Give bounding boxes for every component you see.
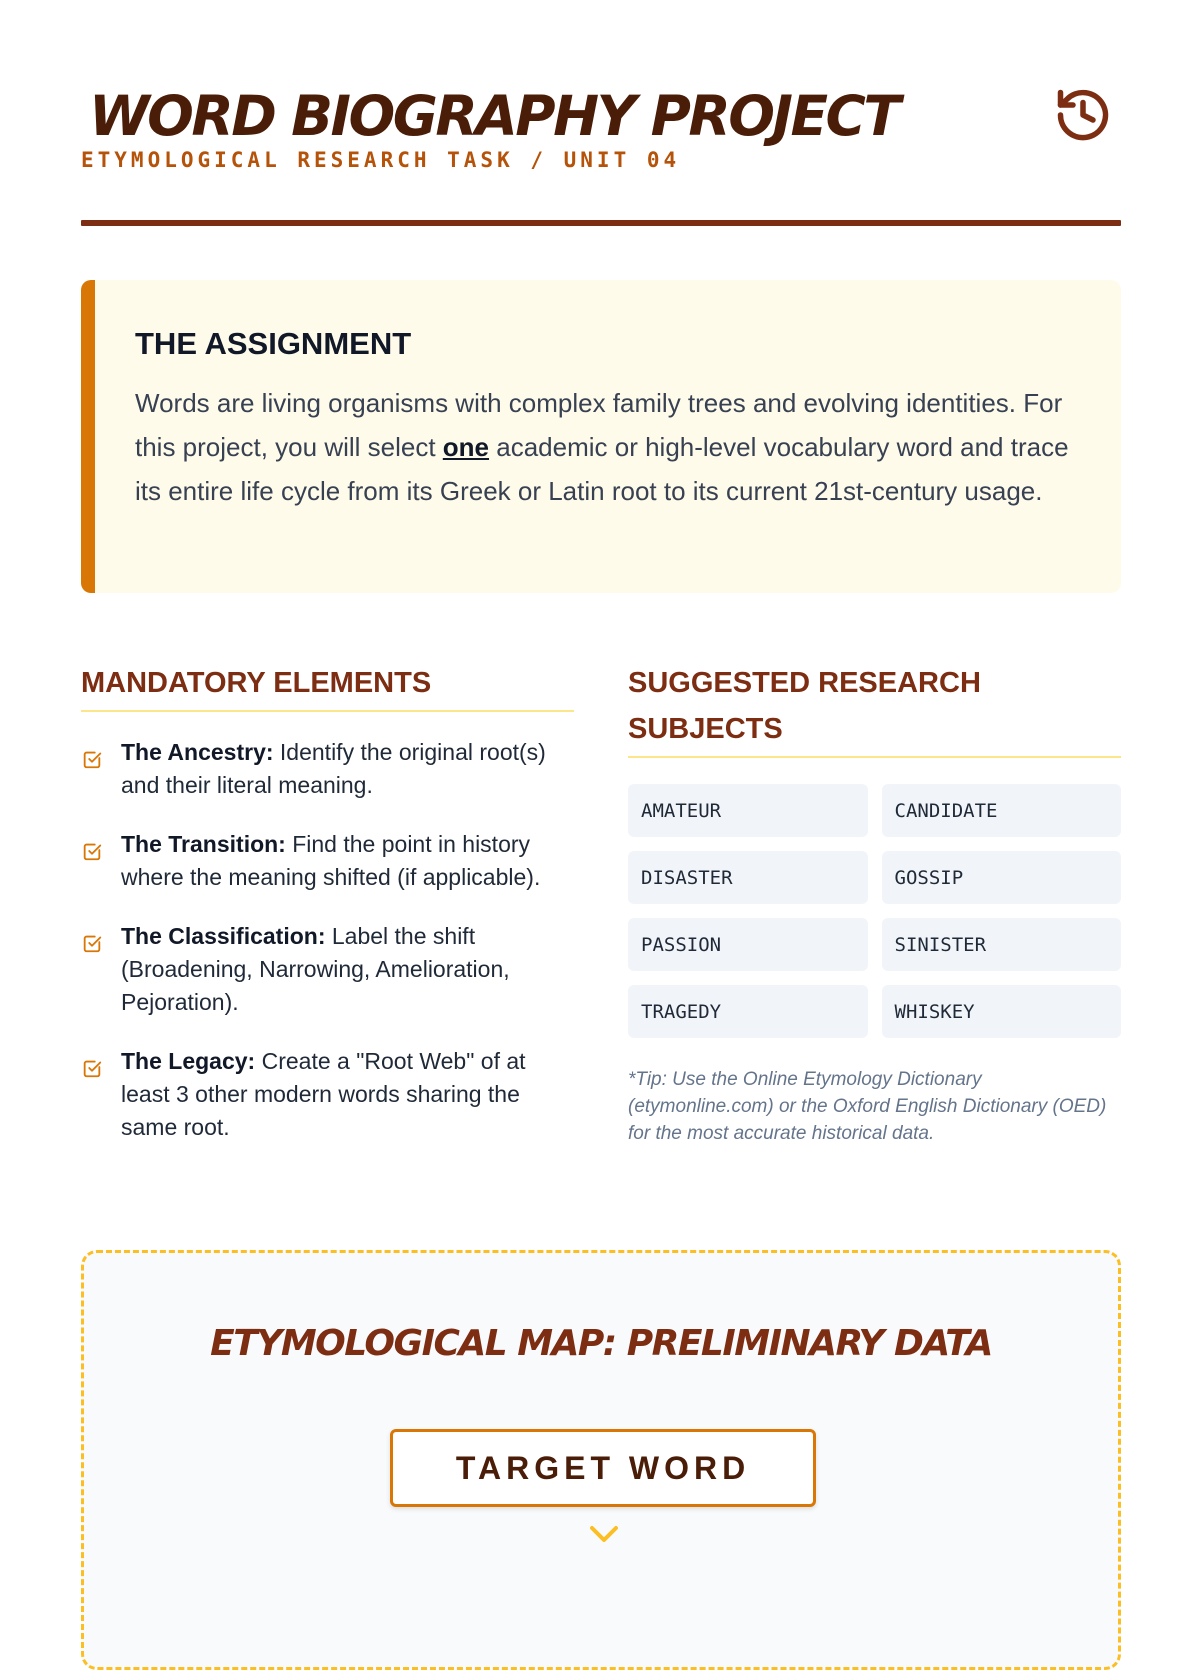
research-tip: *Tip: Use the Online Etymology Dictionary (etymonline.com) or the Oxford English Dictionary (OED) for the most accurate historical data. [628,1069,1107,1144]
word-chip-candidate[interactable]: CANDIDATE [882,784,1122,837]
checkbox-checked-icon [81,748,103,770]
mandatory-item [81,920,574,1019]
mandatory-item-desc: Label the shift (Broadening, Narrowing, Amelioration, Pejoration). [121,923,510,1015]
word-chip-tragedy[interactable]: TRAGEDY [628,985,868,1038]
assignment-text-end: academic or high-level vocabulary word and trace its entire life cycle from its Greek or Latin root to its current 21st-century usage. [135,432,1069,506]
assignment-text-start: Words are living organisms with complex family trees and evolving identities. For this project, you will select [135,388,1063,462]
checkbox-checked-icon [81,1057,103,1079]
suggested-heading: SUGGESTED RESEARCH SUBJECTS [628,660,1121,758]
word-grid [628,784,1121,1038]
mandatory-item [81,828,574,894]
history-button[interactable] [1052,84,1114,146]
mandatory-list [81,736,574,1144]
map-title: ETYMOLOGICAL MAP: PRELIMINARY DATA [210,1323,992,1364]
mandatory-item-text [121,828,574,894]
chevron-down-icon [587,1523,621,1545]
mandatory-item-text [121,920,574,1019]
mandatory-item [81,736,574,802]
mandatory-heading: MANDATORY ELEMENTS [81,660,574,712]
assignment-heading: THE ASSIGNMENT [135,326,412,361]
mandatory-item-text [121,736,574,802]
assignment-emphasis: one [442,432,490,462]
page-subtitle: ETYMOLOGICAL RESEARCH TASK / UNIT 04 [81,148,681,172]
assignment-text [135,381,1071,513]
mandatory-item [81,1045,574,1144]
word-chip-passion[interactable]: PASSION [628,918,868,971]
checkbox-checked-icon [81,840,103,862]
etymological-map-panel [81,1250,1121,1670]
assignment-panel [81,280,1121,593]
word-chip-gossip[interactable]: GOSSIP [882,851,1122,904]
mandatory-elements-section [81,660,574,1170]
mandatory-item-desc: Create a "Root Web" of at least 3 other modern words sharing the same root. [121,1048,526,1140]
mandatory-item-label: The Legacy: [121,1048,256,1074]
suggested-subjects-section [628,660,1121,1147]
page-title: WORD BIOGRAPHY PROJECT [89,84,899,148]
target-word-box[interactable]: TARGET WORD [390,1429,816,1507]
word-chip-whiskey[interactable]: WHISKEY [882,985,1122,1038]
mandatory-item-label: The Classification: [121,923,326,949]
word-chip-sinister[interactable]: SINISTER [882,918,1122,971]
word-chip-disaster[interactable]: DISASTER [628,851,868,904]
history-icon [1053,85,1113,145]
mandatory-item-text [121,1045,574,1144]
mandatory-item-desc: Identify the original root(s) and their literal meaning. [121,739,546,798]
checkbox-checked-icon [81,932,103,954]
mandatory-item-desc: Find the point in history where the meaning shifted (if applicable). [121,831,541,890]
mandatory-item-label: The Transition: [121,831,286,857]
mandatory-item-label: The Ancestry: [121,739,274,765]
header-divider [81,220,1121,226]
word-chip-amateur[interactable]: AMATEUR [628,784,868,837]
